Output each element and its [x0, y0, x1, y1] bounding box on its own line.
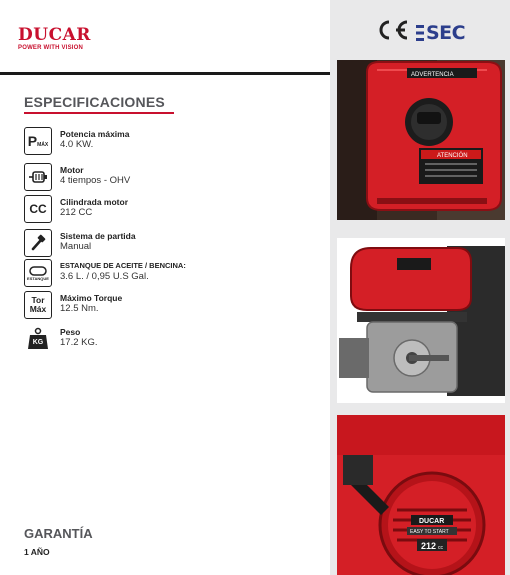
warning-label: ADVERTENCIA [411, 72, 454, 78]
spec-label: Máximo Torque [60, 293, 123, 303]
spec-label: Potencia máxima [60, 129, 130, 139]
sec-stripes-icon [416, 24, 424, 42]
spec-value: 4.0 KW. [60, 139, 94, 150]
spec-item-power [24, 127, 324, 157]
spec-item-displacement [24, 195, 324, 225]
engine-photo-starter [337, 415, 505, 575]
badge-brand: DUCAR [419, 518, 445, 525]
spec-label: Peso [60, 327, 81, 337]
spec-label: Motor [60, 165, 84, 175]
spec-value: 4 tiempos - OHV [60, 175, 131, 186]
brand-logo [18, 27, 91, 51]
engine-photo-top [337, 60, 505, 220]
starter-handle-icon [24, 229, 52, 257]
spec-value: 12.5 Nm. [60, 303, 99, 314]
brand-tagline: POWER WITH VISION [18, 45, 84, 51]
ce-mark-icon [374, 19, 410, 47]
power-max-icon: P MÁX [24, 127, 52, 155]
spec-item-torque [24, 291, 324, 321]
cc-icon: CC [24, 195, 52, 223]
motor-icon [24, 163, 52, 191]
spec-label: Cilindrada motor [60, 197, 129, 207]
attention-label: ATENCIÓN [437, 153, 468, 159]
spec-value: 17.2 KG. [60, 337, 98, 348]
spec-value: 3.6 L. / 0,95 U.S Gal. [60, 271, 149, 282]
tank-icon: ESTANQUE [24, 259, 52, 287]
spec-item-starter [24, 229, 324, 259]
warranty-title: GARANTÍA [24, 526, 93, 541]
torque-max-icon: Tor Máx [24, 291, 52, 319]
warranty-value: 1 AÑO [24, 547, 50, 557]
header-rule [0, 72, 330, 75]
spec-value: Manual [60, 241, 92, 252]
spec-item-weight [24, 325, 324, 355]
weight-icon: KG [24, 325, 52, 353]
engine-photo-side [337, 238, 505, 403]
certifications [374, 19, 465, 47]
spec-label: ESTANQUE DE ACEITE / BENCINA: [60, 261, 186, 270]
section-title: ESPECIFICACIONES [24, 94, 165, 110]
section-title-underline [24, 112, 174, 114]
spec-item-tank [24, 259, 324, 289]
displacement-unit: cc [438, 545, 443, 551]
spec-item-motor [24, 163, 324, 193]
spec-value: 212 CC [60, 207, 93, 218]
displacement-badge: 212 [421, 541, 437, 551]
brand-name: DUCAR [18, 25, 91, 45]
easy-start-label: EASY TO START [410, 529, 449, 535]
sec-mark: SEC [416, 22, 465, 44]
spec-label: Sistema de partida [60, 231, 136, 241]
